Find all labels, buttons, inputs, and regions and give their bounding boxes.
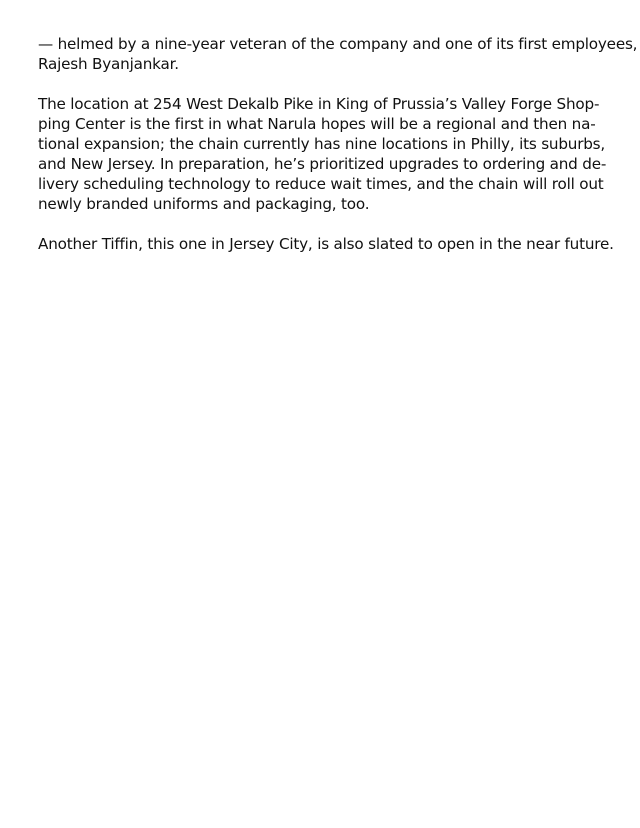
text-line: livery scheduling technology to reduce wait times, and the chain will roll out	[38, 175, 604, 193]
text-line: tional expansion; the chain currently has nine locations in Philly, its suburbs,	[38, 135, 606, 153]
paragraph-1	[38, 34, 638, 74]
article-body	[38, 34, 638, 274]
paragraph-3	[38, 234, 614, 254]
text-line: The location at 254 West Dekalb Pike in King of Prussia’s Valley Forge Shop-	[38, 95, 600, 113]
text-line: — helmed by a nine-year veteran of the company and one of its first employees,	[38, 35, 638, 53]
text-line: and New Jersey. In preparation, he’s prioritized upgrades to ordering and de-	[38, 155, 607, 173]
text-line: Rajesh Byanjankar.	[38, 55, 179, 73]
text-line: Another Tiffin, this one in Jersey City, is also slated to open in the near future.	[38, 235, 614, 253]
paragraph-2	[38, 94, 608, 214]
text-line: ping Center is the first in what Narula hopes will be a regional and then na-	[38, 115, 596, 133]
text-line: newly branded uniforms and packaging, too.	[38, 195, 370, 213]
